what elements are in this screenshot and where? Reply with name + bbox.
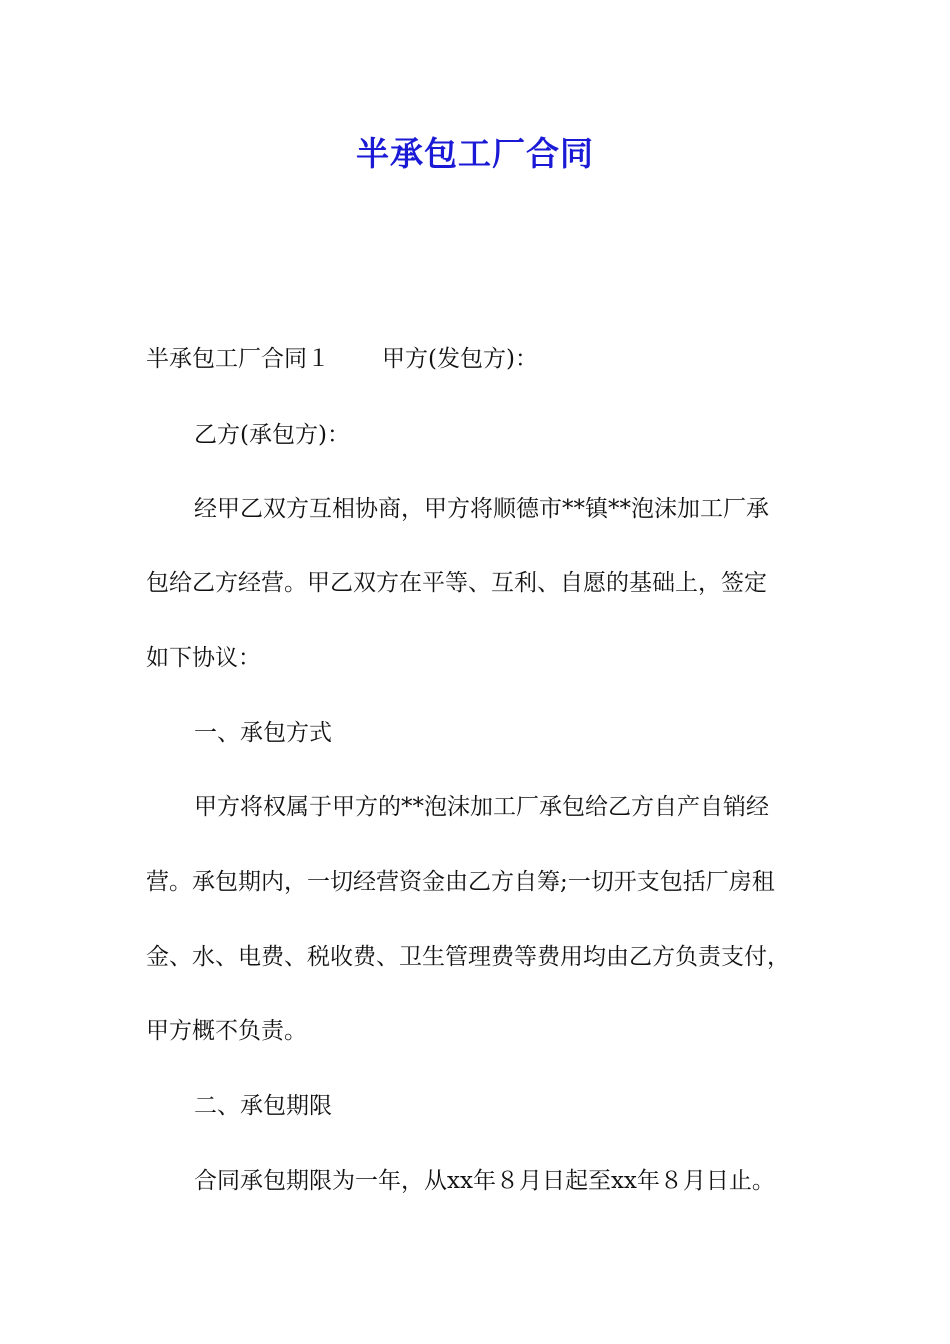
party-b-label: 乙方(承包方)： — [194, 422, 350, 448]
contract-heading-line — [146, 344, 846, 374]
contract-number: 半承包工厂合同１ — [146, 346, 330, 372]
section-heading-contract-term: 二、承包期限 — [194, 1093, 332, 1119]
party-a-label: 甲方(发包方)： — [382, 346, 538, 372]
section-heading-contract-method: 一、承包方式 — [194, 720, 332, 746]
paragraph-line: 包给乙方经营。甲乙双方在平等、互利、自愿的基础上，签定 — [146, 570, 767, 596]
paragraph-line: 金、水、电费、税收费、卫生管理费等费用均由乙方负责支付， — [146, 944, 790, 970]
paragraph-line: 营。承包期内，一切经营资金由乙方自筹;一切开支包括厂房租 — [146, 869, 775, 895]
paragraph-line: 如下协议： — [146, 645, 261, 671]
paragraph-line: 合同承包期限为一年，从xx年８月日起至xx年８月日止。 — [194, 1168, 775, 1194]
paragraph-line: 甲方概不负责。 — [146, 1018, 307, 1044]
paragraph-line: 甲方将权属于甲方的**泡沫加工厂承包给乙方自产自销经 — [194, 794, 769, 820]
document-title: 半承包工厂合同 — [356, 134, 594, 173]
paragraph-line: 经甲乙双方互相协商，甲方将顺德市**镇**泡沫加工厂承 — [194, 496, 769, 522]
